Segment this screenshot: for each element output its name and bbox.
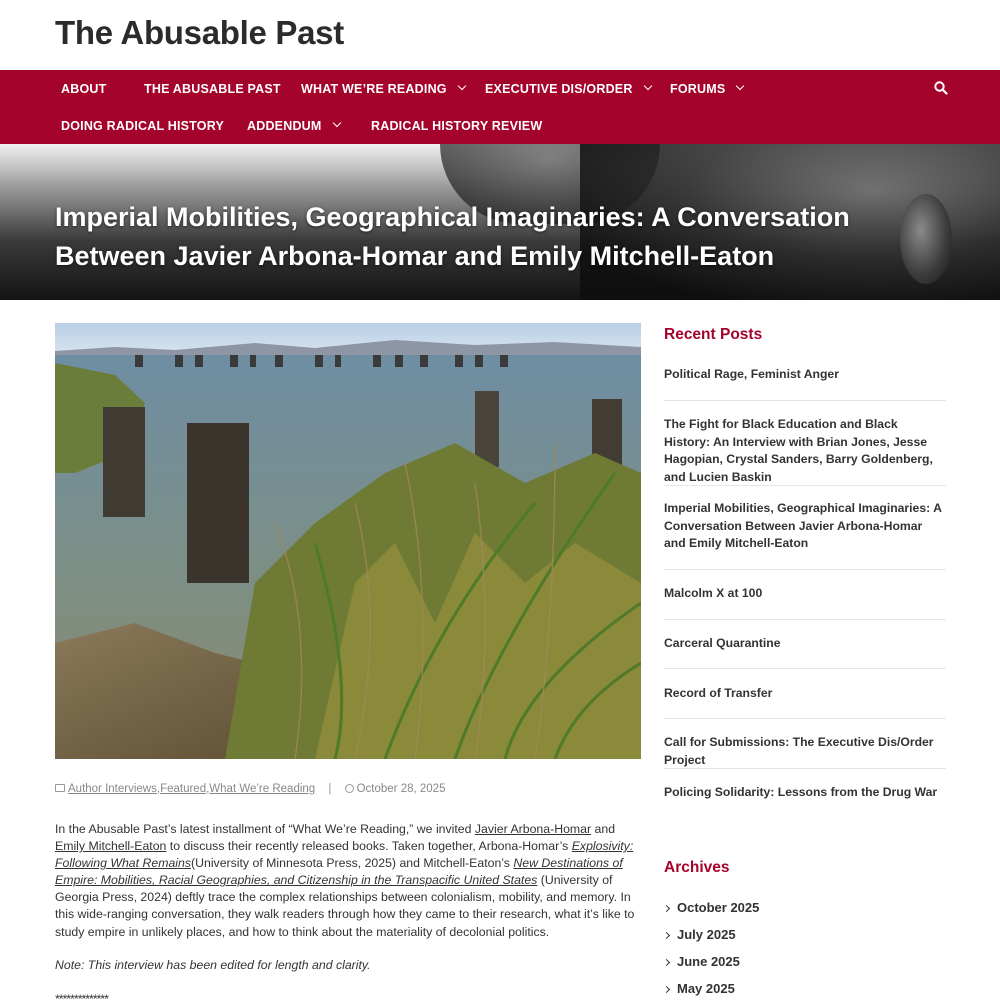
chevron-right-icon <box>663 932 670 939</box>
recent-posts-heading: Recent Posts <box>664 326 763 343</box>
page-title-line-2: Between Javier Arbona-Homar and Emily Mitchell-Eaton <box>55 241 775 271</box>
recent-post-link[interactable]: Imperial Mobilities, Geographical Imaginaries: A Conversation Between Javier Arbona-Homar and Emily Mitchell-Eaton <box>664 501 942 551</box>
chevron-right-icon <box>663 986 670 993</box>
section-divider: ************** <box>55 992 108 1000</box>
recent-post-link[interactable]: Policing Solidarity: Lessons from the Drug War <box>664 785 938 799</box>
clock-icon <box>345 784 354 793</box>
nav-item-about[interactable]: ABOUT <box>61 82 107 96</box>
recent-post-link[interactable]: Record of Transfer <box>664 686 773 700</box>
chevron-right-icon <box>663 959 670 966</box>
post-meta: Author Interviews,Featured,What We’re Reading | October 28, 2025 <box>55 783 445 795</box>
category-link-featured[interactable]: Featured <box>160 783 207 795</box>
site-title[interactable]: The Abusable Past <box>55 14 344 51</box>
archive-link-may-2025[interactable]: May 2025 <box>664 981 735 996</box>
recent-post-link[interactable]: Call for Submissions: The Executive Dis/Order Project <box>664 735 934 767</box>
divider <box>664 668 946 669</box>
nav-item-addendum[interactable]: ADDENDUM <box>247 119 340 133</box>
nav-item-radical-history-review[interactable]: RADICAL HISTORY REVIEW <box>371 119 543 133</box>
recent-post-link[interactable]: Carceral Quarantine <box>664 636 781 650</box>
article-paragraph: In the Abusable Past’s latest installment of “What We’re Reading,” we invited Javier Arbona-Homar and Emily Mitchell-Eaton to discuss their recently released books. Taken together, Arbona-Homar’s Explosivity: Following What Remains(University of Minnesota Press, 2025) and Mitchell-Eaton’s New Destinations of Empire: Mobilities, Racial Geographies, and Citizenship in the Transpacific United States (University of Georgia Press, 2024) deftly trace the complex relationships between colonialism, mobility, and memory. In this wide-ranging conversation, they walk readers through how they came to their research, what it’s like to study empire in unlikely places, and how to think about the materiality of decolonial politics. <box>55 822 635 939</box>
divider <box>664 619 946 620</box>
divider <box>664 400 946 401</box>
author-link-arbona-homar[interactable]: Javier Arbona-Homar <box>474 822 592 836</box>
divider <box>664 718 946 719</box>
nav-item-forums[interactable]: FORUMS <box>670 82 743 96</box>
folder-icon <box>55 784 65 792</box>
featured-image <box>55 323 641 759</box>
site-header <box>0 0 1000 70</box>
article-body <box>55 821 645 941</box>
chevron-down-icon <box>736 82 744 90</box>
book-link-explosivity[interactable]: Explosivity: Following What Remains <box>55 839 634 871</box>
page-title <box>55 198 915 276</box>
nav-item-abusable-past[interactable]: THE ABUSABLE PAST <box>144 82 281 96</box>
category-link-author-interviews[interactable]: Author Interviews <box>68 783 157 795</box>
hero-banner <box>0 144 1000 300</box>
archive-link-october-2025[interactable]: October 2025 <box>664 900 759 915</box>
divider <box>664 569 946 570</box>
search-icon[interactable] <box>934 81 948 95</box>
nav-item-executive-disorder[interactable]: EXECUTIVE DIS/ORDER <box>485 82 651 96</box>
chevron-right-icon <box>663 905 670 912</box>
page-title-line-1: Imperial Mobilities, Geographical Imaginaries: A Conversation <box>55 202 850 232</box>
author-link-mitchell-eaton[interactable]: Emily Mitchell-Eaton <box>55 839 167 854</box>
recent-post-link[interactable]: Political Rage, Feminist Anger <box>664 367 839 381</box>
recent-post-link[interactable]: Malcolm X at 100 <box>664 586 763 600</box>
divider <box>664 485 946 486</box>
archive-link-june-2025[interactable]: June 2025 <box>664 954 740 969</box>
nav-item-doing-radical-history[interactable]: DOING RADICAL HISTORY <box>61 119 225 133</box>
main-nav <box>0 70 1000 144</box>
chevron-down-icon <box>457 82 465 90</box>
divider <box>664 768 946 769</box>
archive-link-july-2025[interactable]: July 2025 <box>664 927 736 942</box>
post-date: October 28, 2025 <box>356 783 446 795</box>
recent-post-link[interactable]: The Fight for Black Education and Black History: An Interview with Brian Jones, Jesse Hagopian, Crystal Sanders, Barry Goldenberg, and Lucien Baskin <box>664 417 933 484</box>
archives-heading: Archives <box>664 859 730 876</box>
nav-item-what-were-reading[interactable]: WHAT WE’RE READING <box>301 82 465 96</box>
category-link-what-were-reading[interactable]: What We’re Reading <box>209 783 316 795</box>
chevron-down-icon <box>643 82 651 90</box>
book-link-new-destinations[interactable]: New Destinations of Empire: Mobilities, Racial Geographies, and Citizenship in the Transpacific United States <box>55 856 623 888</box>
editor-note: Note: This interview has been edited for length and clarity. <box>55 958 371 972</box>
chevron-down-icon <box>332 119 340 127</box>
